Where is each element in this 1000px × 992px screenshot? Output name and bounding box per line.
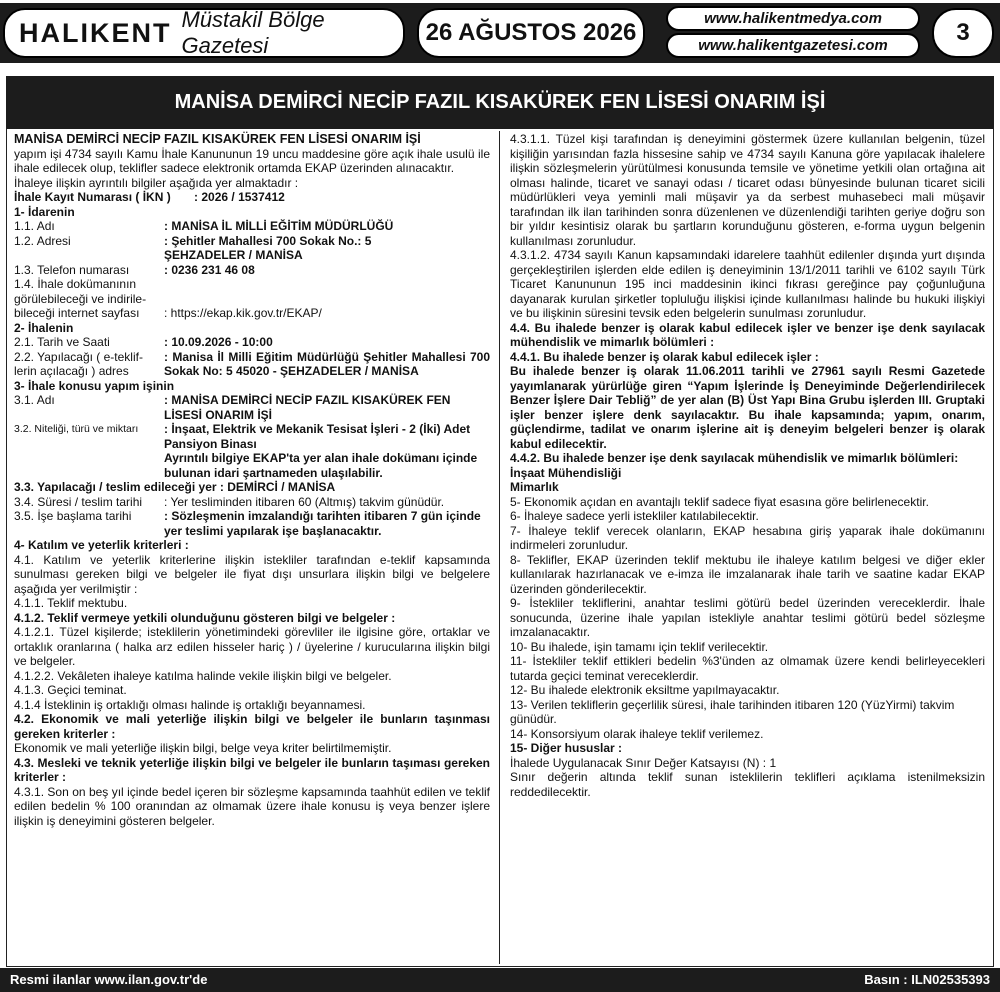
item-12: 12- Bu ihalede elektronik eksiltme yapılmayacaktır.: [510, 683, 780, 697]
item-10: 10- Bu ihalede, işin tamamı için teklif verilecektir.: [510, 639, 769, 654]
notice-title: MANİSA DEMİRCİ NECİP FAZIL KISAKÜREK FEN LİSESİ ONARIM İŞİ: [6, 76, 994, 129]
item-4-3-1-1: 4.3.1.1. Tüzel kişi tarafından iş deneyimini göstermek üzere kullanılan belgenin, tüzel kişiliğin yarısından fazla hissesine sahip ve 4734 sayılı Kanuna göre yapılacak ihalelere ilişkin sözleşmelerin yürütülmesi konusunda temsile ve yönetime yetkili olan ortağına ait olması halinde, ticaret ve sanayi odası / ticaret odası bünyesinde bulunan ticaret sicili müdürlükleri veya yeminli mali müşavir ya da serbest muhasebeci mali müşavir tarafından ilk ilan tarihinden sonra düzenlenen ve düzenlendiği tarihten geriye doğru son bir yıldır kesintisiz olarak bu şartların korunduğunu gösteren, e-forma uygun belgenin kullanılması zorunludur.: [510, 132, 985, 248]
item-label: 1.2. Adresi: [14, 233, 71, 248]
item-value: : 10.09.2026 - 10:00: [164, 335, 273, 349]
intro-title: MANİSA DEMİRCİ NECİP FAZIL KISAKÜREK FEN LİSESİ ONARIM İŞİ: [14, 132, 421, 146]
item-4-1-4: 4.1.4 İsteklinin iş ortaklığı olması halinde iş ortaklığı beyannamesi.: [14, 697, 366, 712]
item-15-b: Sınır değerin altında teklif sunan isteklilerin teklifleri açıklama istenilmeksizin reddedilecektir.: [510, 770, 985, 799]
footer-bar: [0, 968, 1000, 992]
item-label: 1.3. Telefon numarası: [14, 262, 130, 277]
item-15-a: İhalede Uygulanacak Sınır Değer Katsayısı (N) : 1: [510, 755, 777, 770]
item-4-1-2-1: 4.1.2.1. Tüzel kişilerde; isteklilerin yönetimindeki görevliler ile ilgisine göre, ortaklar ve ortaklık oranlarına ( halka arz edilen hisseler hariç ) / üyelerine / kurucularına ilişkin bilgi ve belgeler.: [14, 625, 490, 668]
item-3-4: [14, 495, 490, 510]
item-4-2: 4.2. Ekonomik ve mali yeterliğe ilişkin bilgi ve belgeler ile bunların taşınması gereken kriterler :: [14, 712, 490, 741]
item-value: : Sözleşmenin imzalandığı tarihten itibaren 7 gün içinde yer teslimi yapılarak işe başlanacaktır.: [164, 509, 481, 538]
item-1-4-line-b: görülebileceği ve indirile-: [14, 291, 147, 306]
page-number: 3: [932, 8, 994, 58]
section-1-heading: 1- İdarenin: [14, 204, 75, 219]
newspaper-header: [0, 0, 1000, 66]
item-4-1: 4.1. Katılım ve yeterlik kriterlerine ilişkin istekliler tarafından e-teklif kapsamında sunulması gereken bilgi ve belgeler ile fiyat dışı unsurlara ilişkin bilgi ve belgelere aşağıda yer verilmiştir :: [14, 552, 490, 596]
footer-left: Resmi ilanlar www.ilan.gov.tr'de: [10, 972, 208, 987]
item-value: : Manisa İl Milli Eğitim Müdürlüğü Şehitler Mahallesi 700 Sokak No: 5 45020 - ŞEHZADELER / MANİSA: [164, 349, 490, 378]
item-3-2: [14, 422, 490, 480]
item-11: 11- İstekliler teklif ettikleri bedelin %3'ünden az olmamak üzere kendi belirleyecekleri tutarda geçici teminat vereceklerdir.: [510, 654, 985, 683]
item-2-2: [14, 350, 490, 379]
intro-text: yapım işi 4734 sayılı Kamu İhale Kanununun 19 uncu maddesine göre açık ihale usulü ile ihale edilecek olup, teklifler sadece elektronik ortamda EKAP üzerinden alınacaktır.: [14, 146, 490, 175]
item-label: 3.2. Niteliği, türü ve miktarı: [14, 423, 139, 435]
item-3-1: [14, 393, 490, 422]
item-label: 3.5. İşe başlama tarihi: [14, 509, 132, 523]
item-13: 13- Verilen tekliflerin geçerlilik süresi, ihale tarihinden itibaren 120 (YüzYirmi) takvim günüdür.: [510, 697, 955, 726]
ikn: İhale Kayıt Numarası ( İKN ) : 2026 / 1537412: [14, 190, 285, 204]
item-value: : Yer tesliminden itibaren 60 (Altmış) takvim günüdür.: [164, 494, 445, 509]
item-8: 8- Teklifler, EKAP üzerinden teklif mektubu ile ihaleye katılım belgesi ve diğer ekler kullanılarak hazırlanacak ve e-imza ile imzalanarak ihale tarih ve saatine kadar EKAP üzerinden gönderilecektir.: [510, 552, 985, 596]
item-4-1-2-2: 4.1.2.2. Vekâleten ihaleye katılma halinde vekile ilişkin bilgi ve belgeler.: [14, 668, 392, 683]
brand-box: [3, 8, 405, 58]
item-7: 7- İhaleye teklif verecek olanların, EKAP hesabına giriş yaparak ihale dokümanını indirmeleri zorunludur.: [510, 523, 985, 552]
item-label: bileceği internet sayfası: [14, 306, 140, 320]
item-3-5: [14, 509, 490, 538]
item-4-4-1-text: Bu ihalede benzer iş olarak 11.06.2011 tarihli ve 27961 sayılı Resmi Gazetede yayımlanarak yürürlüğe giren “Yapım İşlerinde İş Deneyiminde Değerlendirilecek Benzer İşlere Dair Tebliğ” de yer alan (B) Üst Yapı Bina Grubu işlerden III. Gruptaki işler benzer işlere denk sayılacaktır. Bu ihale kapsamında; yapım, onarım, güçlendirme, tadilat ve onarım işlerine ait iş deneyim belgeleri benzer iş olarak kabul edilecektir.: [510, 364, 985, 451]
item-label: 3.4. Süresi / teslim tarihi: [14, 494, 143, 509]
brand-name: HALIKENT: [19, 17, 172, 48]
item-4-2-text: Ekonomik ve mali yeterliğe ilişkin bilgi, belge veya kriter belirtilmemiştir.: [14, 741, 392, 755]
item-1-3: [14, 263, 490, 278]
item-4-1-1: 4.1.1. Teklif mektubu.: [14, 596, 128, 610]
item-5: 5- Ekonomik açıdan en avantajlı teklif sadece fiyat esasına göre belirlenecektir.: [510, 494, 929, 509]
right-column: [510, 132, 985, 799]
ekap-url[interactable]: : https://ekap.kik.gov.tr/EKAP/: [164, 306, 322, 320]
department-civil: İnşaat Mühendisliği: [510, 465, 622, 480]
intro-note: İhaleye ilişkin ayrıntılı bilgiler aşağıda yer almaktadır :: [14, 175, 299, 190]
item-2-1: [14, 335, 490, 350]
item-label: 2.1. Tarih ve Saati: [14, 335, 110, 349]
item-value: : MANİSA İL MİLLİ EĞİTİM MÜDÜRLÜĞÜ: [164, 219, 394, 233]
department-architecture: Mimarlık: [510, 480, 559, 494]
item-value: : 0236 231 46 08: [164, 262, 255, 277]
item-9: 9- İstekliler tekliflerini, anahtar teslimi götürü bedel üzerinden vereceklerdir. İhale sonucunda, üzerine ihale yapılan istekliyle anahtar teslimi götürü bedel sözleşme imzalanacaktır.: [510, 596, 985, 639]
section-4-heading: 4- Katılım ve yeterlik kriterleri :: [14, 538, 189, 552]
item-1-4: [14, 306, 490, 321]
item-4-4-1: 4.4.1. Bu ihalede benzer iş olarak kabul edilecek işler :: [510, 349, 819, 364]
brand-subtitle: Müstakil Bölge Gazetesi: [181, 7, 325, 58]
item-1-4-line-a: 1.4. İhale dokümanının: [14, 277, 137, 291]
item-4-3-1-2: 4.3.1.2. 4734 sayılı Kanun kapsamındaki idarelere taahhüt edilenler dışında yurt dışında gerçekleştirilen işlerden elde edilen iş deneyiminin 13/1/2011 tarihli ve 6102 sayılı Türk Ticaret Kanununun 195 inci maddesinin ikinci fıkrası gereğince pay çoğunluğuna dayanarak kurulan şirketler topluluğu ilişkisi içinde kullanılması halinde bu hukuki ilişkiyi ve bu ilişkinin süresini tevsik eden belgelerin sunulması zorunludur.: [510, 248, 985, 320]
column-divider: [499, 131, 500, 964]
item-value: : Şehitler Mahallesi 700 Sokak No.: 5 ŞEHZADELER / MANİSA: [164, 233, 372, 262]
item-4-3-1: 4.3.1. Son on beş yıl içinde bedel içeren bir sözleşme kapsamında taahhüt edilen ve teklif edilen bedelin % 100 oranından az olmamak üzere ihale konusu iş veya benzer işlere ilişkin iş deneyimini gösteren belgeler.: [14, 784, 490, 828]
section-2-heading: 2- İhalenin: [14, 320, 74, 335]
item-label: 2.2. Yapılacağı ( e-teklif-lerin açılacağı ) adres: [14, 349, 143, 378]
item-value: : MANİSA DEMİRCİ NECİP FAZIL KISAKÜREK FEN LİSESİ ONARIM İŞİ: [164, 393, 451, 422]
issue-date: 26 AĞUSTOS 2026: [417, 8, 645, 58]
item-label: 3.1. Adı: [14, 393, 55, 407]
website-link-1[interactable]: www.halikentmedya.com: [666, 6, 920, 31]
item-value-line: : İnşaat, Elektrik ve Mekanik Tesisat İşleri - 2 (İki) Adet Pansiyon Binası: [164, 422, 471, 451]
item-value-note: Ayrıntılı bilgiye EKAP'ta yer alan ihale dokümanı içinde bulunan idari şartnameden ulaşılabilir.: [164, 451, 478, 480]
website-link-2[interactable]: www.halikentgazetesi.com: [666, 33, 920, 58]
item-4-4: 4.4. Bu ihalede benzer iş olarak kabul edilecek işler ve benzer işe denk sayılacak mühendislik ve mimarlık bölümleri :: [510, 320, 985, 349]
item-3-3: 3.3. Yapılacağı / teslim edileceği yer : DEMİRCİ / MANİSA: [14, 480, 336, 494]
left-column: [14, 132, 490, 828]
item-1-2: [14, 234, 490, 263]
item-4-4-2: 4.4.2. Bu ihalede benzer işe denk sayılacak mühendislik ve mimarlık bölümleri:: [510, 451, 959, 465]
section-3-heading: 3- İhale konusu yapım işinin: [14, 378, 175, 393]
item-4-3: 4.3. Mesleki ve teknik yeterliğe ilişkin bilgi ve belgeler ile bunların taşıması gereken kriterler :: [14, 755, 490, 784]
item-1-1: [14, 219, 490, 234]
item-14: 14- Konsorsiyum olarak ihaleye teklif verilemez.: [510, 726, 764, 741]
item-value: [164, 422, 490, 480]
item-15: 15- Diğer hususlar :: [510, 741, 623, 755]
item-4-1-2: 4.1.2. Teklif vermeye yetkili olunduğunu gösteren bilgi ve belgeler :: [14, 610, 396, 625]
item-label: 1.1. Adı: [14, 219, 55, 233]
item-4-1-3: 4.1.3. Geçici teminat.: [14, 683, 127, 697]
footer-press-code: Basın : ILN02535393: [864, 972, 990, 987]
item-6: 6- İhaleye sadece yerli istekliler katılabilecektir.: [510, 509, 759, 523]
